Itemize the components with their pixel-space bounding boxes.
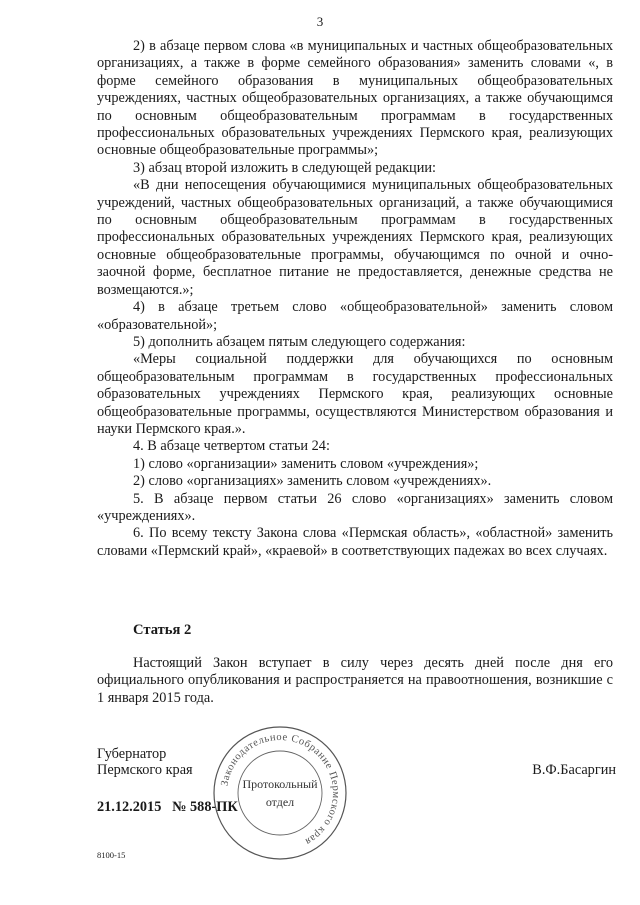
- article-heading: Статья 2: [133, 622, 192, 638]
- stamp-ring-text: Законодательное Собрание Пермского края: [219, 731, 342, 848]
- paragraph: 5. В абзаце первом статьи 26 слово «организациях» заменить словом «учреждениях».: [97, 490, 613, 524]
- official-stamp: [205, 718, 355, 868]
- final-paragraph: Настоящий Закон вступает в силу через десять дней после дня его официального опубликования и распространяется на правоотношения, возникшие с 1 января 2015 года.: [97, 655, 613, 706]
- paragraph: «В дни непосещения обучающимися муниципальных общеобразовательных учреждений, частных общеобразовательных организаций, а также обучающимися по основным общеобразовательным программам в государственных профессиональных образовательных учреждениях Пермского края, реализующих основные общеобразовательные программы, обучающимся по очной и очно-заочной форме, бесплатное питание не предоставляется, денежные средства не возмещаются.»;: [97, 177, 613, 298]
- paragraph: 2) слово «организациях» заменить словом «учреждениях».: [133, 473, 492, 490]
- law-number: № 588-ПК: [172, 799, 238, 815]
- paragraph: «Меры социальной поддержки для обучающихся по основным общеобразовательным программам в государственных профессиональных образовательных учреждениях Пермского края, реализующих основные общеобразовательные программы, осуществляются Министерством образования и науки Пермского края.».: [97, 351, 613, 437]
- paragraph: 4. В абзаце четвертом статьи 24:: [133, 438, 330, 455]
- law-date: 21.12.2015: [97, 799, 162, 815]
- stamp-center-line1: Протокольный: [242, 777, 318, 791]
- document-body: [97, 38, 613, 560]
- signatory-title-line2: Пермского края: [97, 762, 193, 778]
- signatory-title: [97, 746, 193, 778]
- stamp-outer-ring: [214, 727, 346, 859]
- paragraph: 5) дополнить абзацем пятым следующего содержания:: [133, 333, 466, 350]
- paragraph: 1) слово «организации» заменить словом «учреждения»;: [133, 455, 479, 472]
- document-code: 8100-15: [97, 850, 126, 860]
- page-number: 3: [316, 14, 324, 29]
- paragraph: 2) в абзаце первом слова «в муниципальных и частных общеобразовательных организациях, а также в форме семейного образования» заменить словами «, в форме семейного образования в муниципальных общеобразовательных учреждениях, частных общеобразовательных организациях, а также обучающимся по основным общеобразовательным программам в государственных профессиональных образовательных учреждениях Пермского края, реализующих основные общеобразовательные программы»;: [97, 38, 613, 159]
- stamp-center-line2: отдел: [265, 795, 295, 809]
- paragraph: 3) абзац второй изложить в следующей редакции:: [133, 159, 436, 176]
- paragraph: 4) в абзаце третьем слово «общеобразовательной» заменить словом «образовательной»;: [97, 299, 613, 333]
- paragraph: 6. По всему тексту Закона слова «Пермская область», «областной» заменить словами «Пермский край», «краевой» в соответствующих падежах во всех случаях.: [97, 525, 613, 559]
- signatory-title-line1: Губернатор: [97, 746, 167, 762]
- signatory-name: В.Ф.Басаргин: [532, 762, 616, 778]
- stamp-inner-ring: [238, 751, 322, 835]
